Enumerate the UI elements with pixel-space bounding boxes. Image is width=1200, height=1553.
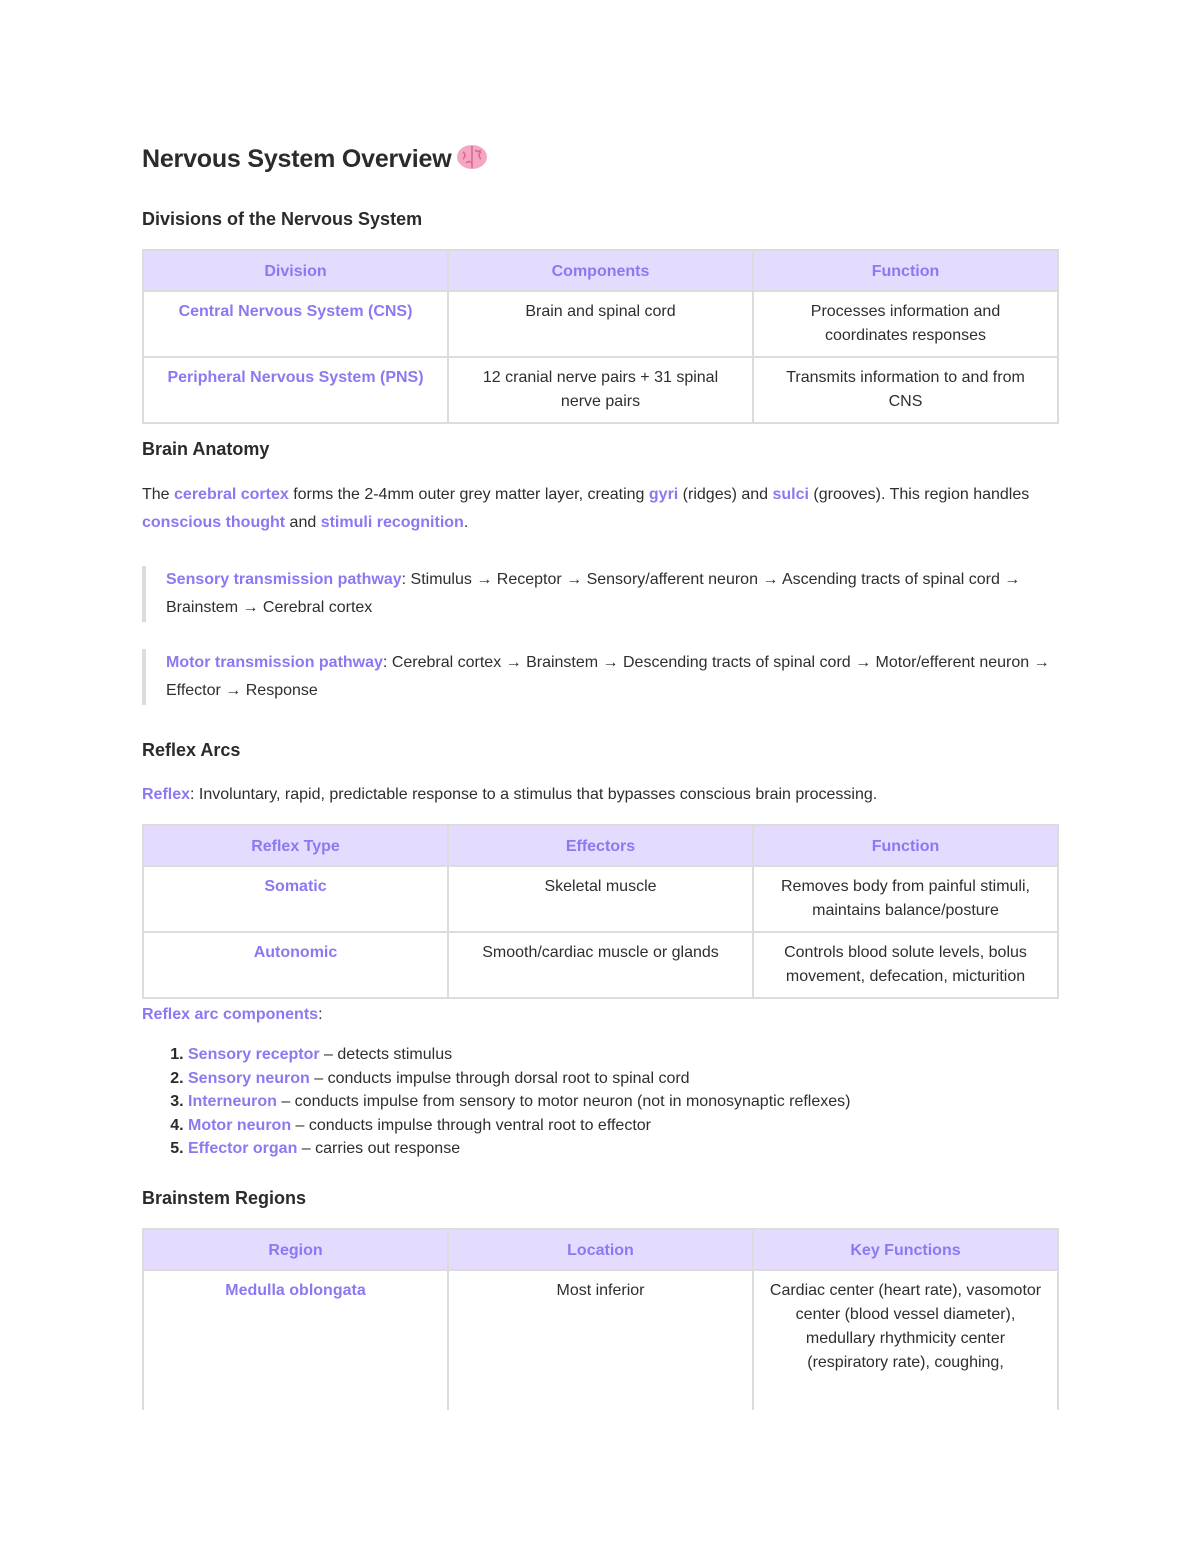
section-heading-reflex: Reflex Arcs	[142, 740, 241, 760]
table-header: Reflex Type	[143, 825, 448, 866]
table-cell: Brain and spinal cord	[448, 291, 753, 357]
reflex-table	[142, 824, 1059, 999]
table-cell: Central Nervous System (CNS)	[143, 291, 448, 357]
section-heading-divisions: Divisions of the Nervous System	[142, 209, 423, 229]
list-item: 4. Motor neuron – conducts impulse through ventral root to effector	[188, 1114, 850, 1138]
reflex-components-list	[142, 1043, 850, 1161]
brain-icon	[455, 143, 489, 171]
table-cell: Autonomic	[143, 932, 448, 998]
table-cell: Processes information and coordinates responses	[753, 291, 1058, 357]
brainstem-table	[142, 1228, 1059, 1410]
highlight-term: cerebral cortex	[174, 486, 289, 503]
highlight-term: Reflex arc components	[142, 1006, 319, 1023]
highlight-term: stimuli recognition	[320, 514, 464, 531]
table-cell: Controls blood solute levels, bolus movement, defecation, micturition	[753, 932, 1058, 998]
table-cell: Medulla oblongata	[143, 1270, 448, 1410]
list-item: 5. Effector organ – carries out response	[188, 1137, 850, 1161]
table-row	[143, 1270, 1058, 1410]
highlight-term: sulci	[772, 486, 809, 503]
highlight-term: Sensory transmission pathway	[166, 571, 402, 588]
brain-paragraph: The cerebral cortex forms the 2-4mm outer grey matter layer, creating gyri (ridges) and sulci (grooves). This region handles conscious thought and stimuli recognition.	[142, 486, 1030, 531]
table-cell: 12 cranial nerve pairs + 31 spinal nerve pairs	[448, 357, 753, 423]
motor-pathway-quote: Motor transmission pathway: Cerebral cortex → Brainstem → Descending tracts of spinal cord → Motor/efferent neuron → Effector → Response	[142, 649, 1058, 705]
highlight-term: Motor transmission pathway	[166, 654, 383, 671]
section-heading-brainstem: Brainstem Regions	[142, 1188, 307, 1208]
sensory-pathway-quote: Sensory transmission pathway: Stimulus → Receptor → Sensory/afferent neuron → Ascending tracts of spinal cord → Brainstem → Cerebral cortex	[142, 566, 1058, 622]
table-cell: Skeletal muscle	[448, 866, 753, 932]
table-header-row	[143, 825, 1058, 866]
table-row	[143, 932, 1058, 998]
table-header: Components	[448, 250, 753, 291]
table-header: Function	[753, 250, 1058, 291]
table-header: Effectors	[448, 825, 753, 866]
divisions-table	[142, 249, 1059, 424]
table-header: Region	[143, 1229, 448, 1270]
highlight-term: gyri	[648, 486, 679, 503]
table-cell: Cardiac center (heart rate), vasomotor center (blood vessel diameter), medullary rhythmicity center (respiratory rate), coughing,	[753, 1270, 1058, 1410]
table-cell: Removes body from painful stimuli, maintains balance/posture	[753, 866, 1058, 932]
table-header: Key Functions	[753, 1229, 1058, 1270]
table-row	[143, 291, 1058, 357]
table-row	[143, 357, 1058, 423]
table-row	[143, 866, 1058, 932]
list-item: 1. Sensory receptor – detects stimulus	[188, 1043, 850, 1067]
table-header-row	[143, 250, 1058, 291]
section-heading-brain: Brain Anatomy	[142, 439, 270, 459]
list-item: 3. Interneuron – conducts impulse from sensory to motor neuron (not in monosynaptic reflexes)	[188, 1090, 850, 1114]
list-item: 2. Sensory neuron – conducts impulse through dorsal root to spinal cord	[188, 1067, 850, 1091]
table-header: Function	[753, 825, 1058, 866]
highlight-term: conscious thought	[142, 514, 286, 531]
highlight-term: Reflex	[142, 786, 191, 803]
table-cell: Peripheral Nervous System (PNS)	[143, 357, 448, 423]
table-header: Division	[143, 250, 448, 291]
table-cell: Smooth/cardiac muscle or glands	[448, 932, 753, 998]
reflex-definition: Reflex: Involuntary, rapid, predictable response to a stimulus that bypasses conscious brain processing.	[142, 786, 878, 803]
table-cell: Most inferior	[448, 1270, 753, 1410]
table-cell: Transmits information to and from CNS	[753, 357, 1058, 423]
reflex-components-label: Reflex arc components:	[142, 1006, 323, 1023]
table-header-row	[143, 1229, 1058, 1270]
table-header: Location	[448, 1229, 753, 1270]
page-title: Nervous System Overview	[142, 143, 489, 174]
table-cell: Somatic	[143, 866, 448, 932]
